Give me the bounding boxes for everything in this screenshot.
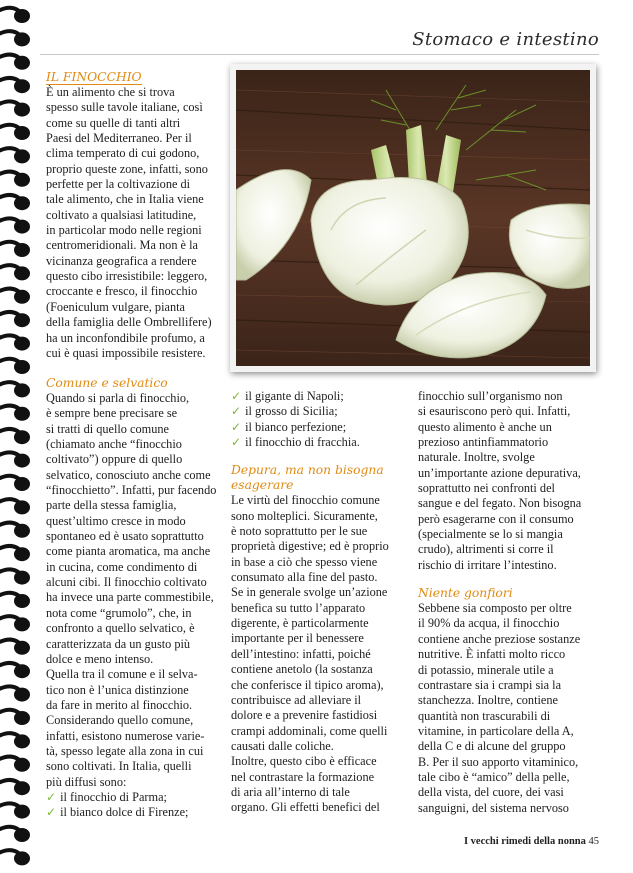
text-line: in base a ciò che spesso viene [231, 554, 378, 569]
text-line: un’importante azione depurativa, [418, 465, 581, 480]
article-title: IL FINOCCHIO [46, 70, 142, 84]
spiral-ring [0, 78, 30, 93]
middle-column [231, 389, 411, 816]
text-line: Quando si parla di finocchio, [46, 391, 190, 405]
text-line: quantità non trascurabili di [418, 708, 551, 723]
text-line: però esagerarne con il consumo [418, 511, 574, 526]
check-icon: ✓ [231, 435, 242, 450]
spiral-ring [0, 218, 30, 233]
text-line: Sebbene sia composto per oltre [418, 601, 572, 616]
text-line: Considerando quello comune, [46, 713, 194, 728]
spiral-ring [0, 780, 30, 795]
text-line: in cucina, come condimento di [46, 559, 198, 574]
text-line: sono coltivati. In Italia, quelli [46, 759, 192, 774]
text-line: si esauriscono però qui. Infatti, [418, 404, 571, 419]
spiral-ring [0, 593, 30, 608]
spiral-ring [0, 359, 30, 374]
text-line: ha invece una parte commestibile, [46, 590, 214, 605]
text-line: Se in generale svolge un’azione [231, 585, 388, 600]
text-line: vicinanza geografica a rendere [46, 253, 197, 268]
section-depura-text [231, 493, 411, 815]
spiral-ring [0, 499, 30, 514]
spiral-ring [0, 195, 30, 210]
variety-list-item [231, 435, 411, 450]
spiral-ring [0, 733, 30, 748]
text-line: ha un inconfondibile profumo, a [46, 330, 205, 345]
spiral-ring [0, 8, 30, 23]
section-comune-text [46, 391, 224, 790]
text-line: nota come “grumolo”, che, in [46, 605, 192, 620]
text-line: organo. Gli effetti benefici del [231, 800, 380, 815]
spiral-ring [0, 523, 30, 538]
text-line: contribuisce ad alleviare il [231, 692, 362, 707]
fennel-photo [236, 70, 590, 366]
text-line: finocchio sull’organismo non [418, 389, 563, 403]
variety-list-item [231, 420, 411, 435]
section-comune [46, 376, 224, 821]
text-line: tà, spesso legate alla zona in cui [46, 743, 204, 758]
section-title: Stomaco e intestino [412, 29, 599, 50]
intro-text [46, 85, 224, 361]
text-line: spontaneo ed è usato soprattutto [46, 529, 204, 544]
text-line: (chiamato anche “finocchio [46, 437, 182, 452]
text-line: questo cibo irresistibile: leggero, [46, 269, 208, 284]
text-line: di aria all’interno di tale [231, 784, 350, 799]
text-line: come su quelle di tanti altri [46, 115, 181, 130]
spiral-ring [0, 640, 30, 655]
right-column [418, 389, 598, 816]
spiral-ring [0, 172, 30, 187]
check-icon: ✓ [231, 419, 242, 434]
text-line: selvatico, conosciuto anche come [46, 467, 211, 482]
text-line: il 90% da acqua, il finocchio [418, 616, 560, 631]
text-line: sangue e del fegato. Non bisogna [418, 496, 582, 511]
spiral-ring [0, 335, 30, 350]
text-line: cui è quasi impossibile resistere. [46, 345, 206, 360]
text-line: proprietà digestive; ed è proprio [231, 539, 389, 554]
text-line: contiene anche preziose sostanze [418, 631, 581, 646]
text-line: stanchezza. Inoltre, contiene [418, 693, 558, 708]
text-line: crampi addominali, come quelli [231, 723, 388, 738]
text-line: croccante e fresco, il finocchio [46, 284, 198, 299]
text-line: È un alimento che si trova [46, 85, 175, 99]
section-gonfiori-text [418, 601, 598, 816]
text-line: di potassio, minerale utile a [418, 662, 554, 677]
spiral-ring [0, 569, 30, 584]
section-heading-comune: Comune e selvatico [46, 376, 168, 390]
page-number: 45 [588, 836, 599, 847]
text-line: nutritive. È infatti molto ricco [418, 647, 566, 662]
text-line: sanguigni, del sistema nervoso [418, 800, 569, 815]
spiral-ring [0, 757, 30, 772]
text-line: soprattutto nei confronti del [418, 481, 555, 496]
text-line: prezioso antinfiammatorio [418, 435, 549, 450]
text-line: digerente, è particolarmente [231, 616, 369, 631]
spiral-ring [0, 686, 30, 701]
text-line: coltivato”) oppure di quello [46, 452, 183, 467]
text-line: questo alimento è anche un [418, 419, 552, 434]
spiral-ring [0, 289, 30, 304]
text-line: crudo), altrimenti si corre il [418, 542, 554, 557]
spiral-ring [0, 382, 30, 397]
text-line: causati dalle coliche. [231, 738, 334, 753]
variety-list-item [46, 790, 224, 805]
text-line: caratterizzata da un gusto più [46, 636, 191, 651]
spiral-ring [0, 663, 30, 678]
text-line: che conferisce il tipico aroma), [231, 677, 384, 692]
header-rule [40, 54, 599, 55]
fennel-photo-frame [230, 64, 596, 372]
variety-name: il bianco dolce di Firenze; [60, 805, 189, 820]
variety-name: il gigante di Napoli; [245, 389, 344, 403]
text-line: Quella tra il comune e il selva- [46, 667, 198, 682]
text-line: rischio di irritare l’intestino. [418, 557, 557, 572]
text-line: confronto a quello selvatico, è [46, 621, 195, 636]
text-line: Inoltre, questo cibo è efficace [231, 754, 377, 769]
spiral-ring [0, 476, 30, 491]
text-line: naturale. Inoltre, svolge [418, 450, 535, 465]
text-line: coltivato a qualsiasi latitudine, [46, 207, 197, 222]
spiral-ring [0, 827, 30, 842]
spiral-ring [0, 616, 30, 631]
text-line: B. Per il suo apporto vitaminico, [418, 754, 579, 769]
check-icon: ✓ [231, 404, 242, 419]
spiral-ring [0, 429, 30, 444]
spiral-ring [0, 125, 30, 140]
text-line: nel contrastare la formazione [231, 769, 375, 784]
text-line: vitamine, in particolare della A, [418, 723, 574, 738]
text-line: quest’ultimo cresce in modo [46, 513, 186, 528]
variety-name: il finocchio di fracchia. [245, 435, 360, 450]
text-line: tico non è l’unica distinzione [46, 682, 189, 697]
text-line: tale alimento, che in Italia viene [46, 192, 204, 207]
spiral-ring [0, 148, 30, 163]
variety-name: il bianco perfezione; [245, 419, 347, 434]
spiral-ring [0, 406, 30, 421]
spiral-binding [0, 0, 38, 873]
spiral-ring [0, 31, 30, 46]
text-line: spesso sulle tavole italiane, così [46, 100, 203, 115]
text-line: proprio queste zone, infatti, sono [46, 161, 208, 176]
variety-name: il grosso di Sicilia; [245, 404, 338, 419]
text-line: importante per il benessere [231, 631, 364, 646]
spiral-ring [0, 101, 30, 116]
check-icon: ✓ [231, 389, 242, 403]
text-line: perfette per la coltivazione di [46, 177, 191, 192]
text-line: della vista, del cuore, dei vasi [418, 785, 564, 800]
section-heading-depura: Depura, ma non bisogna esagerare [231, 463, 384, 493]
text-line: è noto soprattutto per le sue [231, 524, 368, 539]
section-depura-continued [418, 389, 598, 573]
spiral-ring [0, 265, 30, 280]
text-line: dolce e meno intenso. [46, 651, 154, 666]
text-line: contiene anetolo (la sostanza [231, 662, 373, 677]
variety-list-item [231, 389, 411, 404]
spiral-ring [0, 452, 30, 467]
text-line: tale cibo è “amico” della pelle, [418, 769, 570, 784]
spiral-ring [0, 546, 30, 561]
text-line: si tratti di quello comune [46, 421, 169, 436]
text-line: è sempre bene precisare se [46, 406, 178, 421]
text-line: (Foeniculum vulgare, pianta [46, 299, 185, 314]
text-line: della famiglia delle Ombrellifere) [46, 315, 212, 330]
spiral-ring [0, 710, 30, 725]
page-footer [464, 836, 599, 847]
text-line: alcuni cibi. Il finocchio coltivato [46, 575, 207, 590]
text-line: parte della stessa famiglia, [46, 498, 177, 513]
text-line: contrastare sia i crampi sia la [418, 677, 562, 692]
variety-list-item [46, 805, 224, 820]
text-line: clima temperato di cui godono, [46, 146, 200, 161]
text-line: dell’intestino: infatti, poiché [231, 646, 371, 661]
variety-list-middle [231, 389, 411, 450]
check-icon: ✓ [46, 805, 57, 820]
text-line: benefica su tutto l’apparato [231, 600, 366, 615]
text-line: da fare in merito al finocchio. [46, 697, 193, 712]
spiral-ring [0, 242, 30, 257]
text-line: consumato alla fine del pasto. [231, 570, 378, 585]
spiral-ring [0, 55, 30, 70]
text-line: della C e di alcune del gruppo [418, 739, 566, 754]
text-line: in particolar modo nelle regioni [46, 223, 202, 238]
text-line: “finocchietto”. Infatti, pur facendo [46, 483, 217, 498]
spiral-ring [0, 850, 30, 865]
section-heading-gonfiori: Niente gonfiori [418, 586, 513, 601]
variety-list-item [231, 404, 411, 419]
text-line: più diffusi sono: [46, 774, 127, 789]
variety-name: il finocchio di Parma; [60, 789, 167, 804]
text-line: centromeridionali. Ma non è la [46, 238, 198, 253]
text-line: dolore e a prevenire fastidiosi [231, 708, 378, 723]
intro-block [46, 70, 224, 361]
text-line: Paesi del Mediterraneo. Per il [46, 131, 192, 146]
text-line: (specialmente se lo si mangia [418, 527, 563, 542]
text-line: sono molteplici. Sicuramente, [231, 508, 378, 523]
spiral-ring [0, 803, 30, 818]
publication-name: I vecchi rimedi della nonna [463, 836, 586, 847]
check-icon: ✓ [46, 789, 57, 804]
text-line: infatti, esistono numerose varie- [46, 728, 205, 743]
spiral-ring [0, 312, 30, 327]
variety-list-left [46, 790, 224, 821]
text-line: Le virtù del finocchio comune [231, 493, 380, 508]
text-line: come pianta aromatica, ma anche [46, 544, 211, 559]
